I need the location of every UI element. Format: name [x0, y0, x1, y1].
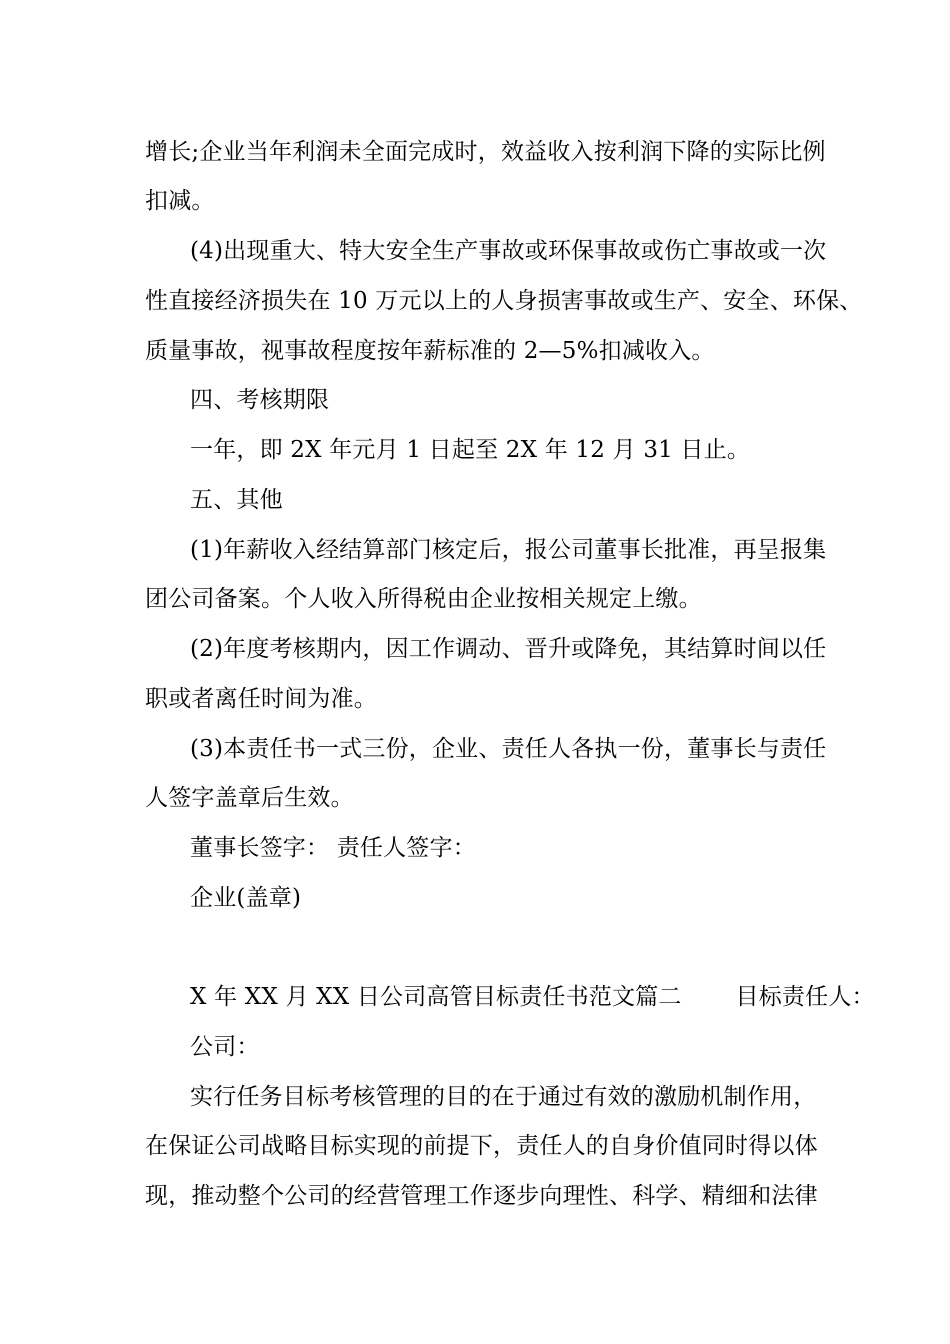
- clause-2-line: (2)年度考核期内，因工作调动、晋升或降免，其结算时间以任: [190, 636, 827, 662]
- signature-line: 董事长签字： 责任人签字：: [190, 835, 476, 861]
- clause-1-line: (1)年薪收入经结算部门核定后，报公司董事长批准，再呈报集: [190, 537, 827, 563]
- section-heading-assessment-period: 四、考核期限: [190, 387, 330, 413]
- body-text-line: 实行任务目标考核管理的目的在于通过有效的激励机制作用，: [190, 1084, 817, 1110]
- body-text-line: 增长;企业当年利润未全面完成时，效益收入按利润下降的实际比例: [145, 139, 826, 165]
- company-seal-line: 企业(盖章): [190, 885, 302, 911]
- body-text-line: 扣减。: [145, 188, 215, 214]
- section-heading-other: 五、其他: [190, 487, 283, 513]
- body-text-line: 现，推动整个公司的经营管理工作逐步向理性、科学、精细和法律: [145, 1183, 818, 1209]
- body-text-line: 职或者离任时间为准。: [145, 686, 377, 712]
- body-text-line: 在保证公司战略目标实现的前提下，责任人的自身价值同时得以体: [145, 1133, 818, 1159]
- company-line: 公司：: [190, 1034, 260, 1060]
- body-text-line: 质量事故，视事故程度按年薪标准的 2—5%扣减收入。: [145, 338, 715, 364]
- body-text-line: 性直接经济损失在 10 万元以上的人身损害事故或生产、安全、环保、: [145, 288, 863, 314]
- assessment-period-text: 一年，即 2X 年元月 1 日起至 2X 年 12 月 31 日止。: [190, 437, 751, 463]
- second-document-title: X 年 XX 月 XX 日公司高管目标责任书范文篇二 目标责任人：: [190, 984, 875, 1010]
- body-text-line: 人签字盖章后生效。: [145, 785, 354, 811]
- clause-3-line: (3)本责任书一式三份，企业、责任人各执一份，董事长与责任: [190, 736, 827, 762]
- body-text-line: 团公司备案。个人收入所得税由企业按相关规定上缴。: [145, 586, 702, 612]
- clause-4-line: (4)出现重大、特大安全生产事故或环保事故或伤亡事故或一次: [190, 238, 827, 264]
